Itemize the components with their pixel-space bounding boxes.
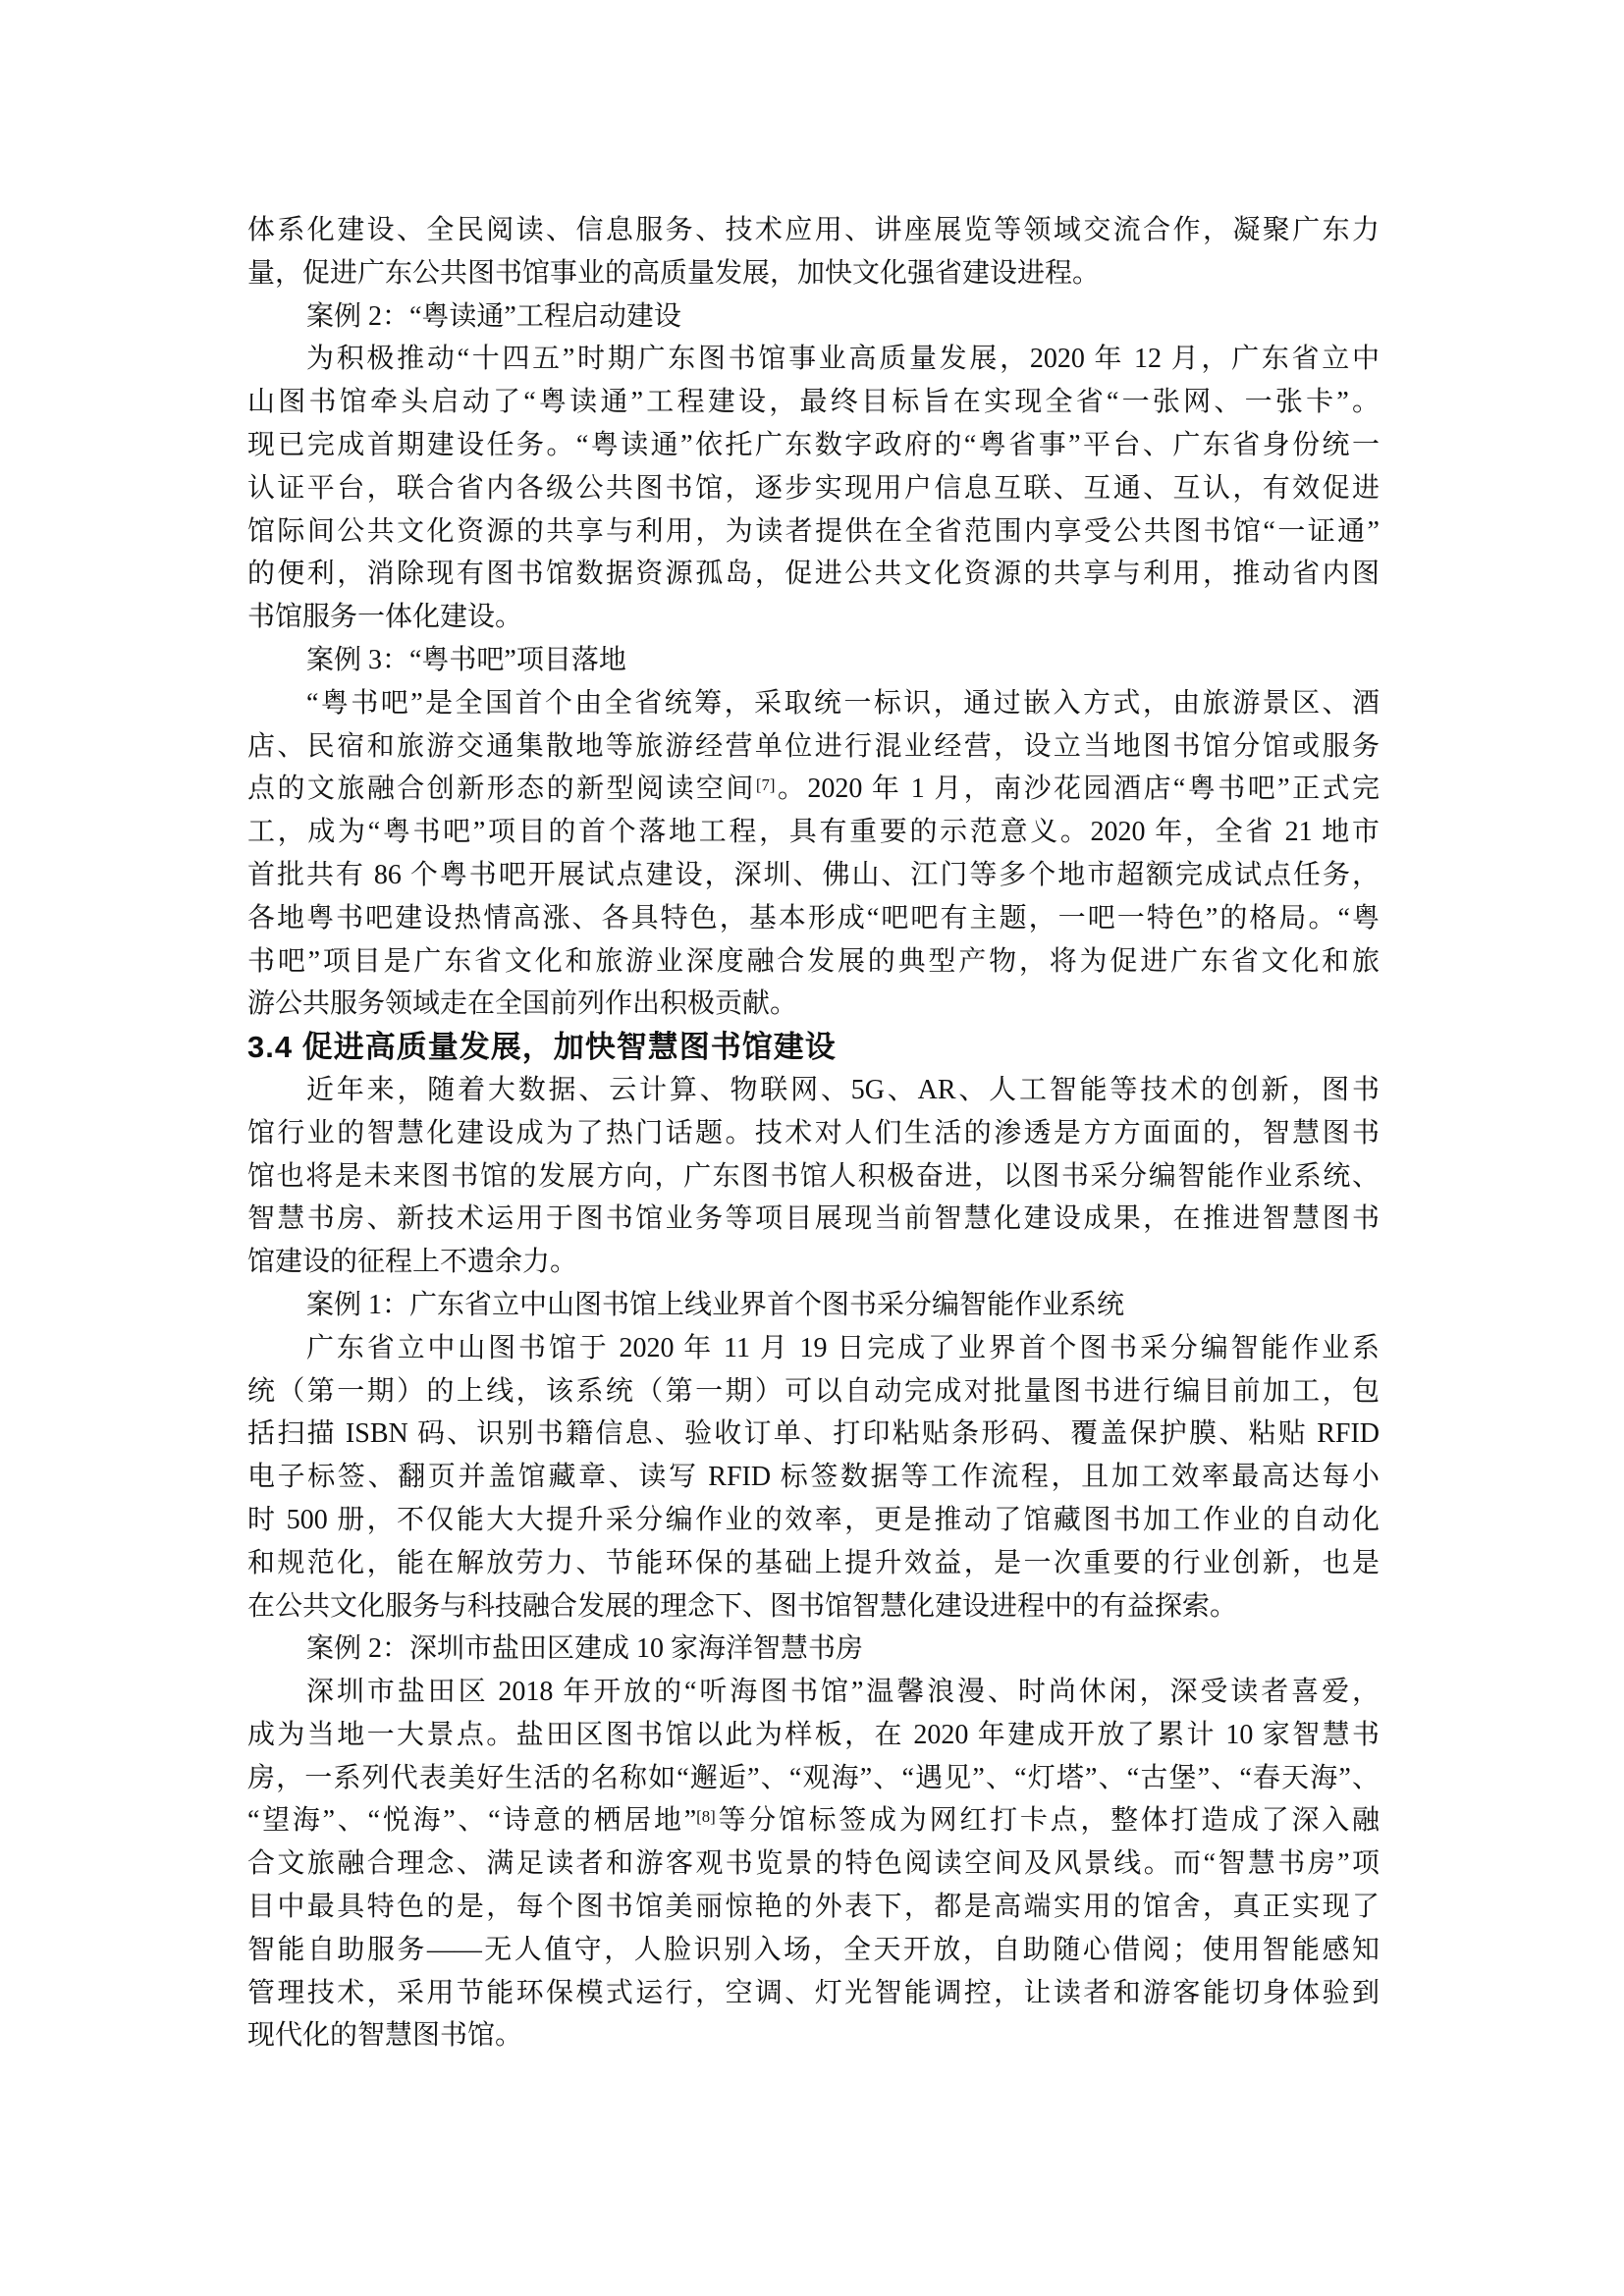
text-line: 统（第一期）的上线，该系统（第一期）可以自动完成对批量图书进行编目前加工，包	[247, 1375, 1380, 1407]
text-run: 点的文旅融合创新形态的新型阅读空间	[247, 774, 756, 805]
text-line: 山图书馆牵头启动了“粤读通”工程建设，最终目标旨在实现全省“一张网、一张卡”。	[247, 387, 1380, 418]
text-line: 认证平台，联合省内各级公共图书馆，逐步实现用户信息互联、互通、互认，有效促进	[247, 472, 1380, 504]
section-heading: 3.4 促进高质量发展，加快智慧图书馆建设	[247, 1030, 837, 1065]
text-line: 游公共服务领域走在全国前列作出积极贡献。	[247, 988, 798, 1020]
text-line: 管理技术，采用节能环保模式运行，空调、灯光智能调控，让读者和游客能切身体验到	[247, 1977, 1380, 2008]
text-line: 括扫描 ISBN 码、识别书籍信息、验收订单、打印粘贴条形码、覆盖保护膜、粘贴 RFID	[247, 1418, 1380, 1450]
text-line	[247, 768, 1380, 811]
text-line: 目中最具特色的是，每个图书馆美丽惊艳的外表下，都是高端实用的馆舍，真正实现了	[247, 1892, 1380, 1923]
text-run: 等分馆标签成为网红打卡点，整体打造成了深入融	[715, 1805, 1380, 1837]
text-line: 深圳市盐田区 2018 年开放的“听海图书馆”温馨浪漫、时尚休闲，深受读者喜爱，	[306, 1677, 1380, 1708]
text-line	[247, 1799, 1380, 1842]
text-line: 书馆服务一体化建设。	[247, 602, 523, 633]
text-run: 。2020 年 1 月，南沙花园酒店“粤书吧”正式完	[775, 774, 1380, 805]
text-run: “望海”、“悦海”、“诗意的栖居地”	[247, 1805, 697, 1837]
text-line: 馆行业的智慧化建设成为了热门话题。技术对人们生活的渗透是方方面面的，智慧图书	[247, 1117, 1380, 1148]
text-line: 馆也将是未来图书馆的发展方向，广东图书馆人积极奋进，以图书采分编智能作业系统、	[247, 1160, 1380, 1192]
text-line: 成为当地一大景点。盐田区图书馆以此为样板，在 2020 年建成开放了累计 10 家智慧书	[247, 1719, 1380, 1750]
document-text	[247, 209, 1380, 2057]
superscript-ref: [7]	[755, 774, 776, 794]
text-line: 工，成为“粤书吧”项目的首个落地工程，具有重要的示范意义。2020 年，全省 21 地市	[247, 817, 1380, 848]
text-line: 广东省立中山图书馆于 2020 年 11 月 19 日完成了业界首个图书采分编智能作业系	[306, 1332, 1380, 1363]
text-line: 智能自助服务——无人值守，人脸识别入场，全天开放，自助随心借阅；使用智能感知	[247, 1934, 1380, 1965]
text-line: 馆际间公共文化资源的共享与利用，为读者提供在全省范围内享受公共图书馆“一证通”	[247, 515, 1380, 547]
text-line: 各地粤书吧建设热情高涨、各具特色，基本形成“吧吧有主题，一吧一特色”的格局。“粤	[247, 902, 1380, 934]
text-line: 案例 1：广东省立中山图书馆上线业界首个图书采分编智能作业系统	[306, 1289, 1125, 1320]
text-line: 的便利，消除现有图书馆数据资源孤岛，促进公共文化资源的共享与利用，推动省内图	[247, 559, 1380, 590]
text-line: 为积极推动“十四五”时期广东图书馆事业高质量发展，2020 年 12 月，广东省立中	[306, 344, 1380, 375]
text-line: 案例 2：深圳市盐田区建成 10 家海洋智慧书房	[306, 1633, 864, 1665]
text-line: 和规范化，能在解放劳力、节能环保的基础上提升效益，是一次重要的行业创新，也是	[247, 1547, 1380, 1578]
text-line: 体系化建设、全民阅读、信息服务、技术应用、讲座展览等领域交流合作，凝聚广东力	[247, 215, 1380, 245]
text-line: “粤书吧”是全国首个由全省统筹，采取统一标识，通过嵌入方式，由旅游景区、酒	[306, 687, 1380, 719]
text-line: 在公共文化服务与科技融合发展的理念下、图书馆智慧化建设进程中的有益探索。	[247, 1590, 1238, 1622]
text-line: 现代化的智慧图书馆。	[247, 2020, 523, 2052]
text-line: 智慧书房、新技术运用于图书馆业务等项目展现当前智慧化建设成果，在推进智慧图书	[247, 1203, 1380, 1235]
text-line: 近年来，随着大数据、云计算、物联网、5G、AR、人工智能等技术的创新，图书	[306, 1074, 1380, 1105]
text-line: 首批共有 86 个粤书吧开展试点建设，深圳、佛山、江门等多个地市超额完成试点任务，	[247, 859, 1380, 890]
text-line: 现已完成首期建设任务。“粤读通”依托广东数字政府的“粤省事”平台、广东省身份统一	[247, 429, 1380, 460]
text-line: 合文旅融合理念、满足读者和游客观书览景的特色阅读空间及风景线。而“智慧书房”项	[247, 1848, 1380, 1880]
text-line: 书吧”项目是广东省文化和旅游业深度融合发展的典型产物，将为促进广东省文化和旅	[247, 945, 1380, 977]
text-line: 案例 2：“粤读通”工程启动建设	[306, 300, 681, 332]
superscript-ref: [8]	[696, 1806, 716, 1826]
text-line: 时 500 册，不仅能大大提升采分编作业的效率，更是推动了馆藏图书加工作业的自动化	[247, 1504, 1380, 1535]
text-line: 量，促进广东公共图书馆事业的高质量发展，加快文化强省建设进程。	[247, 257, 1101, 289]
text-line: 店、民宿和旅游交通集散地等旅游经营单位进行混业经营，设立当地图书馆分馆或服务	[247, 730, 1380, 762]
text-line: 案例 3：“粤书吧”项目落地	[306, 644, 626, 675]
text-line: 电子标签、翻页并盖馆藏章、读写 RFID 标签数据等工作流程，且加工效率最高达每小	[247, 1462, 1380, 1493]
text-line: 房，一系列代表美好生活的名称如“邂逅”、“观海”、“遇见”、“灯塔”、“古堡”、“春天海”、	[247, 1762, 1380, 1793]
text-line: 馆建设的征程上不遗余力。	[247, 1247, 578, 1278]
